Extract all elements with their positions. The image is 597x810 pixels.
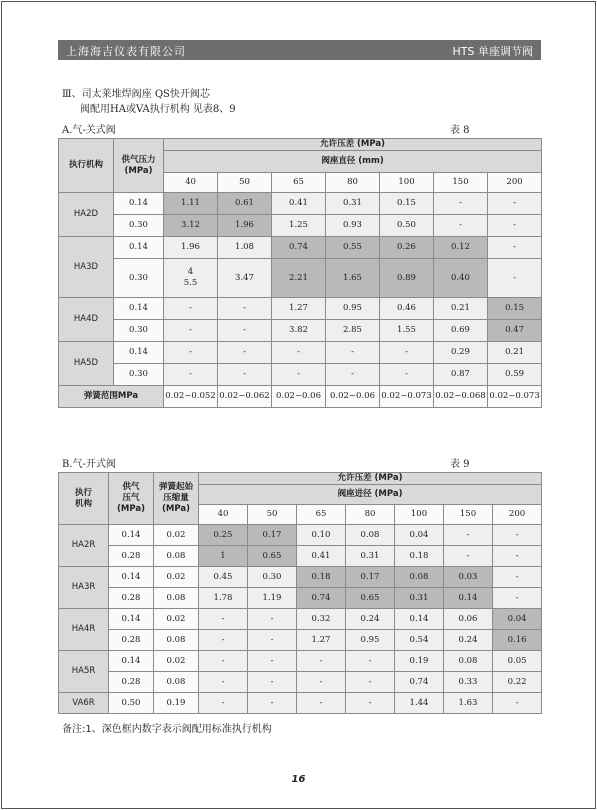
allowed-pressure-value: - (248, 672, 297, 693)
allowed-pressure-value: 0.29 (434, 342, 488, 364)
allowed-pressure-value: 3.12 (164, 215, 218, 237)
allowed-pressure-value: 0.47 (488, 320, 542, 342)
allowed-pressure-value: - (199, 693, 248, 714)
supply-pressure: 0.14 (114, 237, 164, 259)
actuator-model: HA5R (59, 651, 109, 693)
allowed-pressure-value: 0.15 (380, 193, 434, 215)
allowed-pressure-value: - (164, 320, 218, 342)
table-row (59, 364, 542, 386)
supply-pressure: 0.14 (109, 567, 154, 588)
section-heading: Ⅲ、司太莱堆焊阀座 QS快开阀芯 (62, 89, 210, 100)
seat-size-header: 150 (444, 505, 493, 525)
allowed-pressure-value: 1.19 (248, 588, 297, 609)
page-header-bar (58, 40, 541, 60)
allowed-pressure-value: 0.31 (395, 588, 444, 609)
actuator-model: HA3R (59, 567, 109, 609)
header-actuator: 执行 机构 (59, 473, 109, 525)
allowed-pressure-value: 0.14 (444, 588, 493, 609)
allowed-pressure-value: 0.04 (395, 525, 444, 546)
supply-pressure: 0.14 (114, 342, 164, 364)
allowed-pressure-value: - (493, 693, 542, 714)
allowed-pressure-value: 0.18 (297, 567, 346, 588)
spring-range-value: 0.02~0.073 (488, 386, 542, 408)
actuator-model: HA4D (59, 298, 114, 342)
allowed-pressure-value: 4 5.5 (164, 259, 218, 298)
allowed-pressure-value: 0.19 (395, 651, 444, 672)
spring-compression: 0.08 (154, 588, 199, 609)
allowed-pressure-value: - (380, 342, 434, 364)
allowed-pressure-value: - (199, 630, 248, 651)
allowed-pressure-value: 0.41 (297, 546, 346, 567)
allowed-pressure-value: - (199, 651, 248, 672)
allowed-pressure-value: 1.65 (326, 259, 380, 298)
allowed-pressure-value: 3.47 (218, 259, 272, 298)
allowed-pressure-value: - (434, 215, 488, 237)
allowed-pressure-value: 0.17 (346, 567, 395, 588)
table-row (59, 525, 542, 546)
allowed-pressure-value: - (380, 364, 434, 386)
allowed-pressure-value: 0.41 (272, 193, 326, 215)
allowed-pressure-value: 0.40 (434, 259, 488, 298)
seat-size-header: 65 (297, 505, 346, 525)
allowed-pressure-value: - (488, 237, 542, 259)
allowed-pressure-value: 0.31 (346, 546, 395, 567)
allowed-pressure-value: - (164, 298, 218, 320)
supply-pressure: 0.28 (109, 588, 154, 609)
section-subheading: 阀配用HA或VA执行机构 见表8、9 (80, 104, 236, 115)
table-row (59, 320, 542, 342)
supply-pressure: 0.50 (109, 693, 154, 714)
supply-pressure: 0.14 (109, 651, 154, 672)
seat-size-header: 150 (434, 173, 488, 193)
allowed-pressure-value: 0.25 (199, 525, 248, 546)
table-row (59, 588, 542, 609)
allowed-pressure-value: 1.25 (272, 215, 326, 237)
allowed-pressure-value: 0.32 (297, 609, 346, 630)
table-b-title: B.气-开式阀 (62, 459, 116, 470)
allowed-pressure-value: - (218, 342, 272, 364)
supply-pressure: 0.14 (114, 193, 164, 215)
table-row (59, 546, 542, 567)
spring-range-value: 0.02~0.073 (380, 386, 434, 408)
allowed-pressure-value: 0.24 (346, 609, 395, 630)
allowed-pressure-value: 0.74 (272, 237, 326, 259)
allowed-pressure-value: 0.50 (380, 215, 434, 237)
table-row (59, 237, 542, 259)
allowed-pressure-value: - (297, 672, 346, 693)
spring-range-value: 0.02~0.062 (218, 386, 272, 408)
allowed-pressure-value: 0.30 (248, 567, 297, 588)
allowed-pressure-value: 1 (199, 546, 248, 567)
allowed-pressure-value: 0.15 (488, 298, 542, 320)
allowed-pressure-value: - (297, 693, 346, 714)
allowed-pressure-value: 1.96 (164, 237, 218, 259)
allowed-pressure-value: 0.12 (434, 237, 488, 259)
spring-compression: 0.02 (154, 567, 199, 588)
table-a-label: 表 8 (450, 125, 470, 136)
allowed-pressure-value: 0.14 (395, 609, 444, 630)
allowed-pressure-value: 0.74 (395, 672, 444, 693)
table-a-title: A.气-关式阀 (62, 125, 116, 136)
table-row (59, 215, 542, 237)
allowed-pressure-value: - (248, 630, 297, 651)
allowed-pressure-value: - (488, 193, 542, 215)
allowed-pressure-value: 1.55 (380, 320, 434, 342)
allowed-pressure-value: - (488, 215, 542, 237)
header-seat-diameter: 阀座直径 (mm) (164, 151, 542, 173)
table-b-label: 表 9 (450, 459, 470, 470)
allowed-pressure-value: 0.74 (297, 588, 346, 609)
allowed-pressure-value: - (444, 546, 493, 567)
spring-range-label: 弹簧范围MPa (59, 386, 164, 408)
allowed-pressure-value: - (346, 693, 395, 714)
table-row (59, 259, 542, 298)
seat-size-header: 200 (488, 173, 542, 193)
allowed-pressure-value: 0.22 (493, 672, 542, 693)
allowed-pressure-value: - (199, 609, 248, 630)
allowed-pressure-value: 0.03 (444, 567, 493, 588)
allowed-pressure-value: 0.95 (326, 298, 380, 320)
allowed-pressure-value: - (248, 609, 297, 630)
seat-size-header: 100 (395, 505, 444, 525)
allowed-pressure-value: 0.45 (199, 567, 248, 588)
allowed-pressure-value: - (326, 342, 380, 364)
allowed-pressure-value: - (493, 525, 542, 546)
seat-size-header: 50 (248, 505, 297, 525)
allowed-pressure-value: - (272, 342, 326, 364)
allowed-pressure-value: 0.65 (248, 546, 297, 567)
allowed-pressure-value: - (493, 588, 542, 609)
allowed-pressure-value: - (346, 672, 395, 693)
supply-pressure: 0.14 (109, 609, 154, 630)
allowed-pressure-value: 0.54 (395, 630, 444, 651)
allowed-pressure-value: - (493, 546, 542, 567)
actuator-model: HA5D (59, 342, 114, 386)
allowed-pressure-value: 0.26 (380, 237, 434, 259)
allowed-pressure-value: - (297, 651, 346, 672)
spring-compression: 0.02 (154, 609, 199, 630)
actuator-model: HA2R (59, 525, 109, 567)
seat-size-header: 80 (326, 173, 380, 193)
allowed-pressure-value: 0.10 (297, 525, 346, 546)
supply-pressure: 0.28 (109, 546, 154, 567)
spring-compression: 0.19 (154, 693, 199, 714)
allowed-pressure-value: 1.63 (444, 693, 493, 714)
table-row (59, 342, 542, 364)
spring-compression: 0.02 (154, 525, 199, 546)
allowed-pressure-value: 1.27 (297, 630, 346, 651)
allowed-pressure-value: 1.27 (272, 298, 326, 320)
allowed-pressure-value: - (218, 364, 272, 386)
allowed-pressure-value: 0.33 (444, 672, 493, 693)
spring-range-value: 0.02~0.068 (434, 386, 488, 408)
allowed-pressure-value: 0.89 (380, 259, 434, 298)
supply-pressure: 0.14 (109, 525, 154, 546)
allowed-pressure-value: 1.11 (164, 193, 218, 215)
table-row (59, 651, 542, 672)
allowed-pressure-value: 0.17 (248, 525, 297, 546)
spring-compression: 0.08 (154, 630, 199, 651)
table-row (59, 193, 542, 215)
allowed-pressure-value: 1.78 (199, 588, 248, 609)
table-a (58, 138, 542, 408)
spring-range-value: 0.02~0.052 (164, 386, 218, 408)
header-allowed-pressure: 允许压差 (MPa) (164, 139, 542, 151)
allowed-pressure-value: 0.24 (444, 630, 493, 651)
table-b (58, 472, 542, 714)
seat-size-header: 80 (346, 505, 395, 525)
allowed-pressure-value: 0.65 (346, 588, 395, 609)
allowed-pressure-value: 0.08 (395, 567, 444, 588)
seat-size-header: 200 (493, 505, 542, 525)
allowed-pressure-value: 0.69 (434, 320, 488, 342)
page-number: 16 (291, 774, 306, 785)
allowed-pressure-value: - (248, 651, 297, 672)
allowed-pressure-value: 1.96 (218, 215, 272, 237)
seat-size-header: 40 (199, 505, 248, 525)
spring-range-value: 0.02~0.06 (326, 386, 380, 408)
actuator-model: HA2D (59, 193, 114, 237)
allowed-pressure-value: 1.44 (395, 693, 444, 714)
seat-size-header: 100 (380, 173, 434, 193)
header-supply-pressure: 供气 压气 (MPa) (109, 473, 154, 525)
allowed-pressure-value: 0.93 (326, 215, 380, 237)
allowed-pressure-value: - (218, 298, 272, 320)
allowed-pressure-value: 0.55 (326, 237, 380, 259)
allowed-pressure-value: 2.21 (272, 259, 326, 298)
header-allowed-pressure: 允许压差 (MPa) (199, 473, 542, 485)
allowed-pressure-value: - (488, 259, 542, 298)
allowed-pressure-value: 0.04 (493, 609, 542, 630)
allowed-pressure-value: - (199, 672, 248, 693)
allowed-pressure-value: - (218, 320, 272, 342)
header-spring-compression: 弹簧起始 压缩量 (MPa) (154, 473, 199, 525)
supply-pressure: 0.14 (114, 298, 164, 320)
product-name: HTS 单座调节阀 (452, 45, 533, 58)
allowed-pressure-value: - (272, 364, 326, 386)
table-row (59, 609, 542, 630)
allowed-pressure-value: 0.95 (346, 630, 395, 651)
allowed-pressure-value: 0.46 (380, 298, 434, 320)
allowed-pressure-value: 0.08 (444, 651, 493, 672)
company-name: 上海海吉仪表有限公司 (66, 45, 186, 58)
allowed-pressure-value: 0.59 (488, 364, 542, 386)
spring-compression: 0.02 (154, 651, 199, 672)
supply-pressure: 0.30 (114, 320, 164, 342)
allowed-pressure-value: 0.18 (395, 546, 444, 567)
actuator-model: VA6R (59, 693, 109, 714)
allowed-pressure-value: - (346, 651, 395, 672)
seat-size-header: 50 (218, 173, 272, 193)
allowed-pressure-value: 2.85 (326, 320, 380, 342)
actuator-model: HA3D (59, 237, 114, 298)
allowed-pressure-value: - (164, 364, 218, 386)
table-row (59, 567, 542, 588)
spring-range-value: 0.02~0.06 (272, 386, 326, 408)
seat-size-header: 65 (272, 173, 326, 193)
header-supply-pressure: 供气压力 (MPa) (114, 139, 164, 193)
supply-pressure: 0.30 (114, 215, 164, 237)
allowed-pressure-value: - (164, 342, 218, 364)
header-seat-diameter: 阀座进径 (MPa) (199, 485, 542, 505)
allowed-pressure-value: 0.06 (444, 609, 493, 630)
allowed-pressure-value: 0.61 (218, 193, 272, 215)
supply-pressure: 0.28 (109, 672, 154, 693)
allowed-pressure-value: 1.08 (218, 237, 272, 259)
allowed-pressure-value: 0.08 (346, 525, 395, 546)
allowed-pressure-value: - (326, 364, 380, 386)
allowed-pressure-value: - (493, 567, 542, 588)
footnote: 备注:1、深色框内数字表示阀配用标准执行机构 (62, 724, 272, 735)
spring-compression: 0.08 (154, 546, 199, 567)
supply-pressure: 0.30 (114, 259, 164, 298)
actuator-model: HA4R (59, 609, 109, 651)
allowed-pressure-value: 0.31 (326, 193, 380, 215)
supply-pressure: 0.28 (109, 630, 154, 651)
allowed-pressure-value: 0.87 (434, 364, 488, 386)
table-row (59, 630, 542, 651)
allowed-pressure-value: 3.82 (272, 320, 326, 342)
table-row (59, 298, 542, 320)
allowed-pressure-value: 0.21 (434, 298, 488, 320)
allowed-pressure-value: 0.05 (493, 651, 542, 672)
allowed-pressure-value: - (444, 525, 493, 546)
seat-size-header: 40 (164, 173, 218, 193)
allowed-pressure-value: 0.21 (488, 342, 542, 364)
supply-pressure: 0.30 (114, 364, 164, 386)
spring-compression: 0.08 (154, 672, 199, 693)
header-actuator: 执行机构 (59, 139, 114, 193)
table-row (59, 672, 542, 693)
allowed-pressure-value: - (434, 193, 488, 215)
allowed-pressure-value: - (248, 693, 297, 714)
allowed-pressure-value: 0.16 (493, 630, 542, 651)
table-row (59, 693, 542, 714)
